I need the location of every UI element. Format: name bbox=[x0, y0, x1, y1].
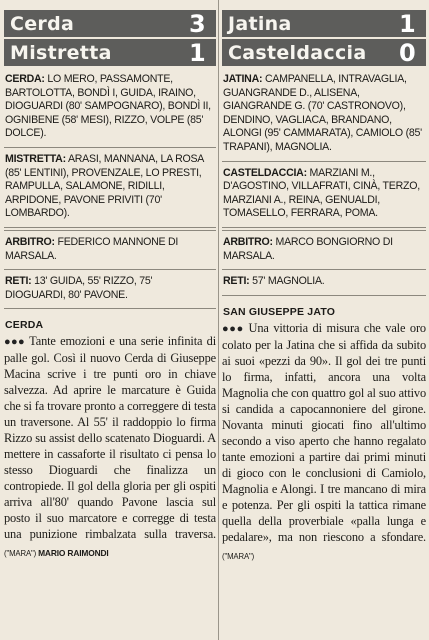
home-team-name: Cerda bbox=[10, 12, 75, 35]
match-report-text: Tante emozioni e una serie infinita di palle gol. Così il nuovo Cerda di Giuseppe Macina scrive i tre punti oro in chiave salvezza. Ad aprire le marcature è Guida che si fa trovare pronto a correggere di testa un traversone. Al 55' il raddoppio lo firma Rizzo su assist dello scatenato Dioguardi. A mettere in cassaforte il risultato ci pensa lo stesso Dioguardi che finalizza un contropiede. Il gol della gloria per gli ospiti arriva all'80' quando Pavone lascia sul posto il suo marcatore e corregge di testa una punizione rimbalzata sulla traversa. bbox=[4, 334, 216, 542]
away-team-goals: 1 bbox=[189, 38, 206, 67]
report-signature: ("MARA") bbox=[222, 551, 255, 561]
away-team-name: Casteldaccia bbox=[228, 41, 367, 64]
home-lineup-text: CAMPANELLA, INTRAVAGLIA, GUANGRANDE D., ALISENA, GIANGRANDE G. (70' CASTRONOVO), DENDINO, VAGLIACA, BRANDANO, ALONGI (95' CAMMARATA), CAMIOLO (85' TRAPANI), MAGNOLIA. bbox=[223, 73, 422, 153]
away-lineup bbox=[4, 148, 216, 231]
away-team-goals: 0 bbox=[399, 38, 416, 67]
scoreline-away bbox=[4, 39, 216, 66]
match-report bbox=[4, 333, 216, 562]
home-lineup-label: JATINA: bbox=[223, 73, 263, 85]
goals-label: RETI: bbox=[223, 275, 250, 288]
goals-text: 13' GUIDA, 55' RIZZO, 75' DIOGUARDI, 80' PAVONE. bbox=[5, 275, 153, 301]
away-lineup-label: CASTELDACCIA: bbox=[223, 166, 307, 179]
scoreline-home bbox=[4, 10, 216, 37]
goals-line bbox=[222, 270, 426, 296]
referee-label: ARBITRO: bbox=[223, 235, 273, 248]
home-team-name: Jatina bbox=[228, 12, 292, 35]
home-team-goals: 1 bbox=[399, 9, 416, 38]
match-report-text: Una vittoria di misura che vale oro colato per la Jatina che si affida da subito ai suoi «pezzi da 90». Il gol dei tre punti lo firma, infatti, ancora una volta Magnolia che con quattro gol al suo attivo si candida a capocannoniere del girone. Novanta minuti giocati fino all'ultimo secondo a viso aperto che hanno regalato tante emozioni a partire dai primi minuti di gioco con le conclusioni di Camiolo, Magnolia e Alongi. I tre mancano di mira e potenza. Per gli ospiti la tattica rimane quella della proverbiale «palla lunga e pedalare», ma non riescono a sfondare. bbox=[222, 320, 426, 544]
scoreline-away bbox=[222, 39, 426, 66]
home-team-goals: 3 bbox=[189, 9, 206, 38]
column-divider bbox=[218, 0, 219, 640]
goals-label: RETI: bbox=[5, 275, 32, 288]
away-team-name: Mistretta bbox=[10, 41, 112, 64]
referee-line bbox=[4, 231, 216, 270]
away-lineup-text: MARZIANI M., D'AGOSTINO, VILLAFRATI, CINÀ, TERZO, MARZIANI A., REINA, GENUALDI, TOMASELLO, FERRARA, POMA. bbox=[223, 166, 420, 220]
bullet-dots-icon: ●●● bbox=[222, 322, 244, 335]
report-author: MARIO RAIMONDI bbox=[38, 548, 109, 559]
report-signature bbox=[4, 549, 109, 558]
goals-line bbox=[4, 270, 216, 309]
home-lineup bbox=[4, 68, 216, 148]
home-lineup-text: LO MERO, PASSAMONTE, BARTOLOTTA, BONDÌ I, GUIDA, IRAINO, DIOGUARDI (80' SAMPOGNARO), BONDÌ II, OGNIBENE (58' MESI), RIZZO, VOLPE (85' DOLCE). bbox=[5, 73, 211, 140]
match-column-cerda-mistretta bbox=[4, 0, 216, 640]
referee-label: ARBITRO: bbox=[5, 235, 55, 248]
report-dateline: CERDA bbox=[5, 319, 44, 332]
away-lineup-text: ARASI, MANNANA, LA ROSA (85' LENTINI), PROVENZALE, LO PRESTI, RAMPULLA, SALAMONE, RIDILLI, ARPIDONE, PAVONE PRIVITI (70' LOMBARDO). bbox=[5, 152, 204, 220]
report-signature-tag: ("MARA") bbox=[4, 549, 37, 559]
scoreline-home bbox=[222, 10, 426, 37]
match-column-jatina-casteldaccia bbox=[222, 0, 426, 640]
away-lineup-label: MISTRETTA: bbox=[5, 152, 66, 165]
bullet-dots-icon: ●●● bbox=[4, 336, 26, 349]
home-lineup bbox=[222, 68, 426, 162]
referee-name: MARCO BONGIORNO DI MARSALA. bbox=[223, 235, 393, 262]
report-dateline: SAN GIUSEPPE JATO bbox=[223, 305, 336, 318]
away-lineup bbox=[222, 162, 426, 231]
referee-name: FEDERICO MANNONE DI MARSALA. bbox=[5, 235, 179, 262]
match-report bbox=[222, 320, 426, 565]
goals-text: 57' MAGNOLIA. bbox=[249, 275, 325, 288]
home-lineup-label: CERDA: bbox=[5, 73, 45, 85]
referee-line bbox=[222, 231, 426, 270]
